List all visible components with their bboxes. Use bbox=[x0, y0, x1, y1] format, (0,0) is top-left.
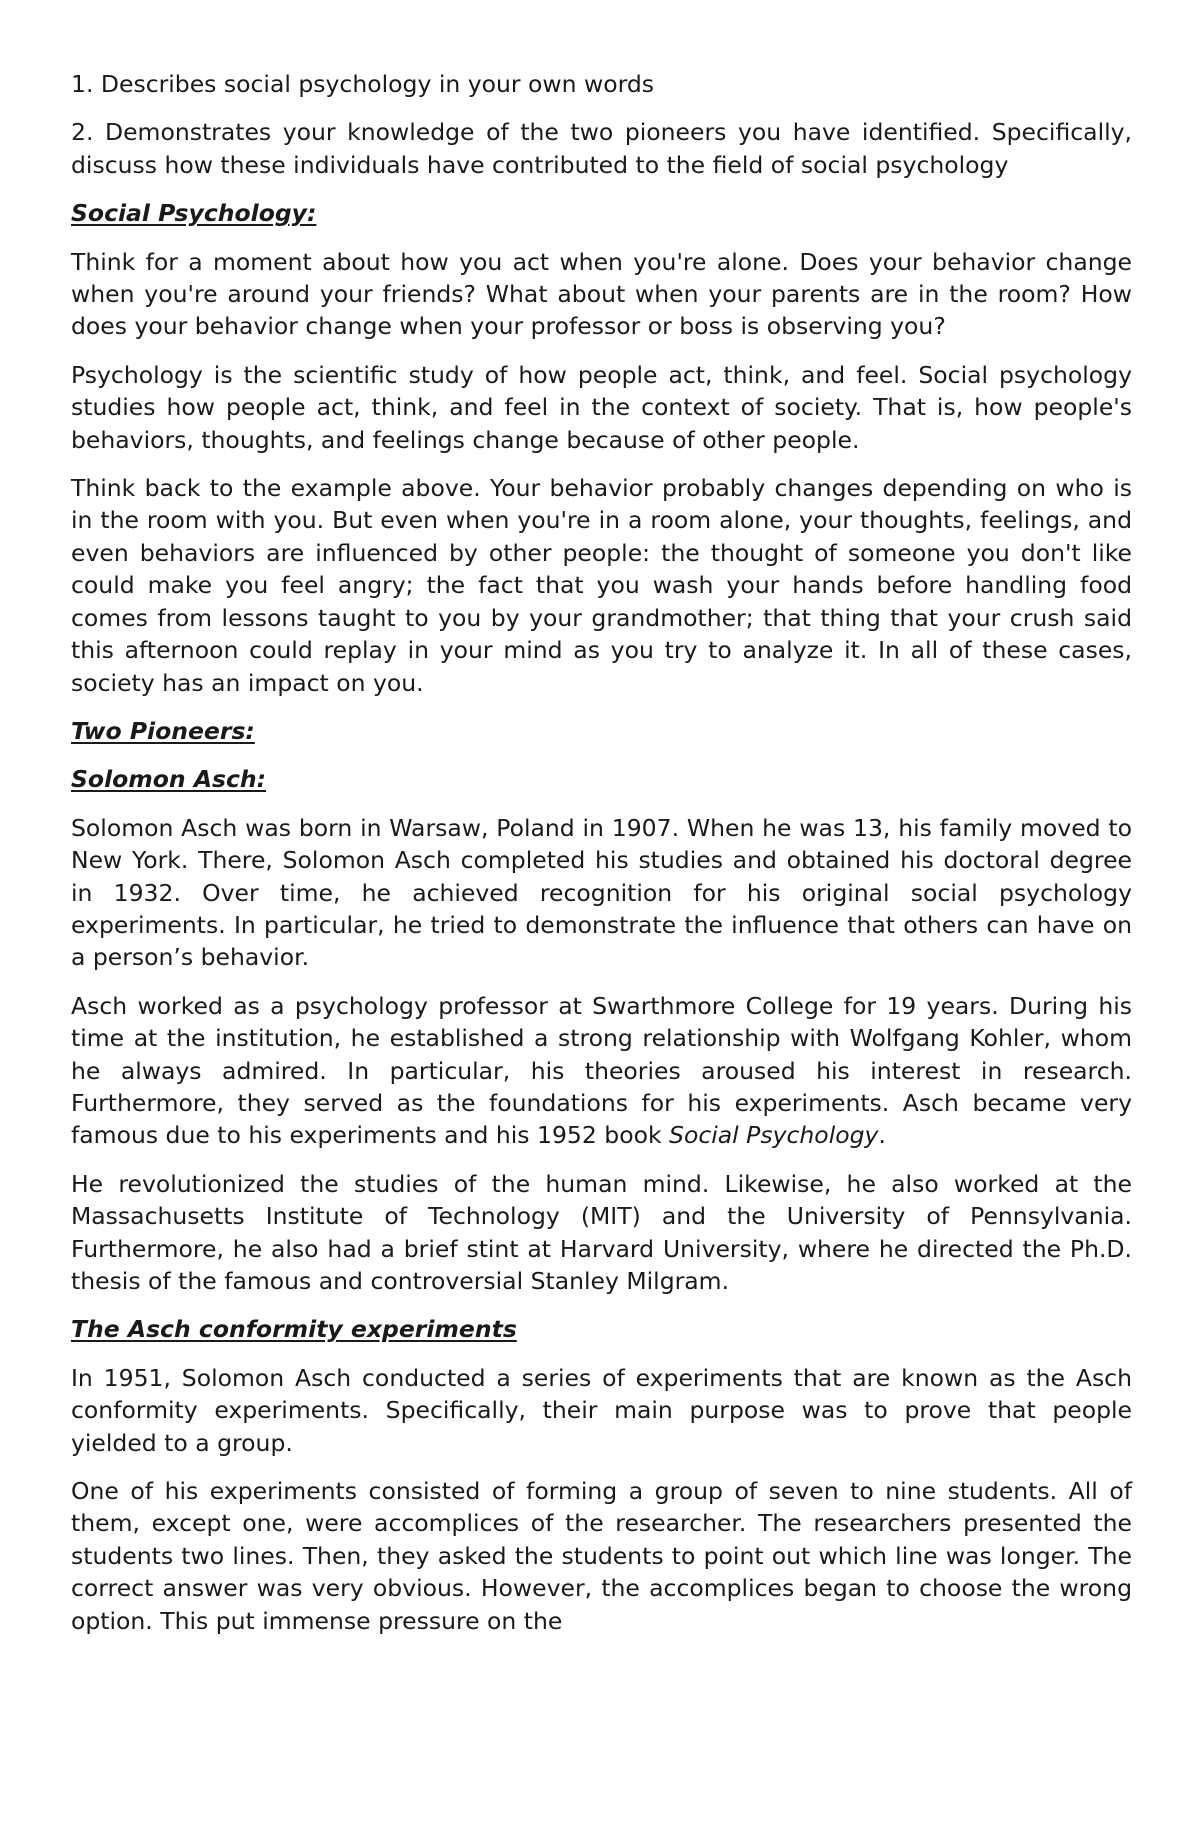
asch-career-text: Asch worked as a psychology professor at Swarthmore College for 19 years. During his time at the institution, he established a strong relationship with Wolfgang Kohler, whom he always admired. In particular, his theories aroused his interest in research. Furthermore, they served as the foundations for his experiments. Asch became very famous due to his experiments and his 1952 book bbox=[71, 991, 1132, 1150]
document-page bbox=[71, 68, 1132, 1653]
paragraph-asch-career bbox=[71, 990, 1132, 1152]
paragraph-conformity-intro: In 1951, Solomon Asch conducted a series of experiments that are known as the Asch conformity experiments. Specifically, their main purpose was to prove that people yielded to a group. bbox=[71, 1363, 1132, 1457]
assignment-item-1: 1. Describes social psychology in your own words bbox=[71, 70, 654, 98]
paragraph-behavior-intro: Think for a moment about how you act when you're alone. Does your behavior change when you're around your friends? What about when your parents are in the room? How does your behavior change when your professor or boss is observing you? bbox=[71, 247, 1132, 341]
paragraph-conformity-experiment: One of his experiments consisted of forming a group of seven to nine students. All of them, except one, were accomplices of the researcher. The researchers presented the students two lines. Then, they asked the students to point out which line was longer. The correct answer was very obvious. However, the accomplices began to choose the wrong option. This put immense pressure on the bbox=[71, 1477, 1132, 1635]
book-title-social-psychology: Social Psychology bbox=[669, 1121, 879, 1150]
asch-career-end: . bbox=[878, 1121, 886, 1150]
section-heading-social-psychology: Social Psychology: bbox=[71, 199, 317, 228]
paragraph-society-impact: Think back to the example above. Your behavior probably changes depending on who is in the room with you. But even when you're in a room alone, your thoughts, feelings, and even behaviors are influenced by other people: the thought of someone you don't like could make you feel angry; the fact that you wash your hands before handling food comes from lessons taught to you by your grandmother; that thing that your crush said this afternoon could replay in your mind as you try to analyze it. In all of these cases, society has an impact on you. bbox=[71, 474, 1132, 697]
section-heading-conformity-experiments: The Asch conformity experiments bbox=[71, 1315, 517, 1344]
paragraph-asch-biography: Solomon Asch was born in Warsaw, Poland in 1907. When he was 13, his family moved to New York. There, Solomon Asch completed his studies and obtained his doctoral degree in 1932. Over time, he achieved recognition for his original social psychology experiments. In particular, he tried to demonstrate the influence that others can have on a person’s behavior. bbox=[71, 813, 1132, 972]
paragraph-asch-legacy: He revolutionized the studies of the human mind. Likewise, he also worked at the Massachusetts Institute of Technology (MIT) and the University of Pennsylvania. Furthermore, he also had a brief stint at Harvard University, where he directed the Ph.D. thesis of the famous and controversial Stanley Milgram. bbox=[71, 1169, 1132, 1295]
assignment-item-2: 2. Demonstrates your knowledge of the two pioneers you have identified. Specifically, discuss how these individuals have contributed to the field of social psychology bbox=[71, 118, 1132, 179]
paragraph-psychology-definition: Psychology is the scientific study of how people act, think, and feel. Social psychology studies how people act, think, and feel in the context of society. That is, how people's behaviors, thoughts, and feelings change because of other people. bbox=[71, 360, 1132, 454]
section-heading-two-pioneers: Two Pioneers: bbox=[71, 716, 255, 745]
subheading-solomon-asch: Solomon Asch: bbox=[71, 765, 267, 794]
